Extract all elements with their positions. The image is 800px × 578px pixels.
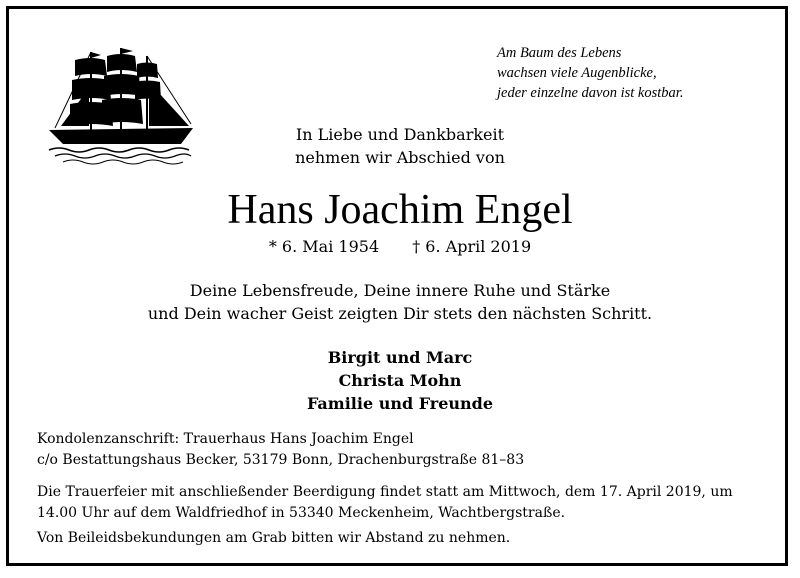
tribute-line: Deine Lebensfreude, Deine innere Ruhe und Stärke (189, 281, 611, 300)
birth-date: * 6. Mai 1954 (268, 237, 380, 256)
mourner-name: Christa Mohn (338, 371, 462, 390)
ceremony-notice (37, 482, 777, 524)
poem-quote (497, 43, 757, 103)
ceremony-line: Die Trauerfeier mit anschließender Beerdigung findet statt am Mittwoch, dem 17. April 2019, um (37, 484, 733, 500)
tribute-line: und Dein wacher Geist zeigten Dir stets den nächsten Schritt. (147, 304, 653, 323)
mourners-list (9, 346, 791, 415)
life-dates (9, 236, 791, 258)
intro-line: nehmen wir Abschied von (295, 148, 505, 167)
tribute-text (9, 279, 791, 325)
intro-text (9, 123, 791, 169)
ceremony-line: 14.00 Uhr auf dem Waldfriedhof in 53340 Meckenheim, Wachtbergstraße. (37, 505, 566, 521)
quote-line: jeder einzelne davon ist kostbar. (497, 85, 684, 101)
deceased-name: Hans Joachim Engel (227, 187, 573, 233)
death-date: † 6. April 2019 (412, 237, 532, 256)
condolence-address (37, 429, 777, 471)
obituary-card (6, 6, 788, 566)
quote-line: Am Baum des Lebens (497, 45, 622, 61)
quote-line: wachsen viele Augenblicke, (497, 65, 657, 81)
condolence-line: c/o Bestattungshaus Becker, 53179 Bonn, Drachenburgstraße 81–83 (37, 452, 525, 468)
mourner-name: Birgit und Marc (327, 348, 473, 367)
mourner-name: Familie und Freunde (306, 394, 494, 413)
condolence-line: Kondolenzanschrift: Trauerhaus Hans Joachim Engel (37, 431, 414, 447)
intro-line: In Liebe und Dankbarkeit (295, 125, 505, 144)
condolence-note: Von Beileidsbekundungen am Grab bitten wir Abstand zu nehmen. (37, 530, 511, 546)
